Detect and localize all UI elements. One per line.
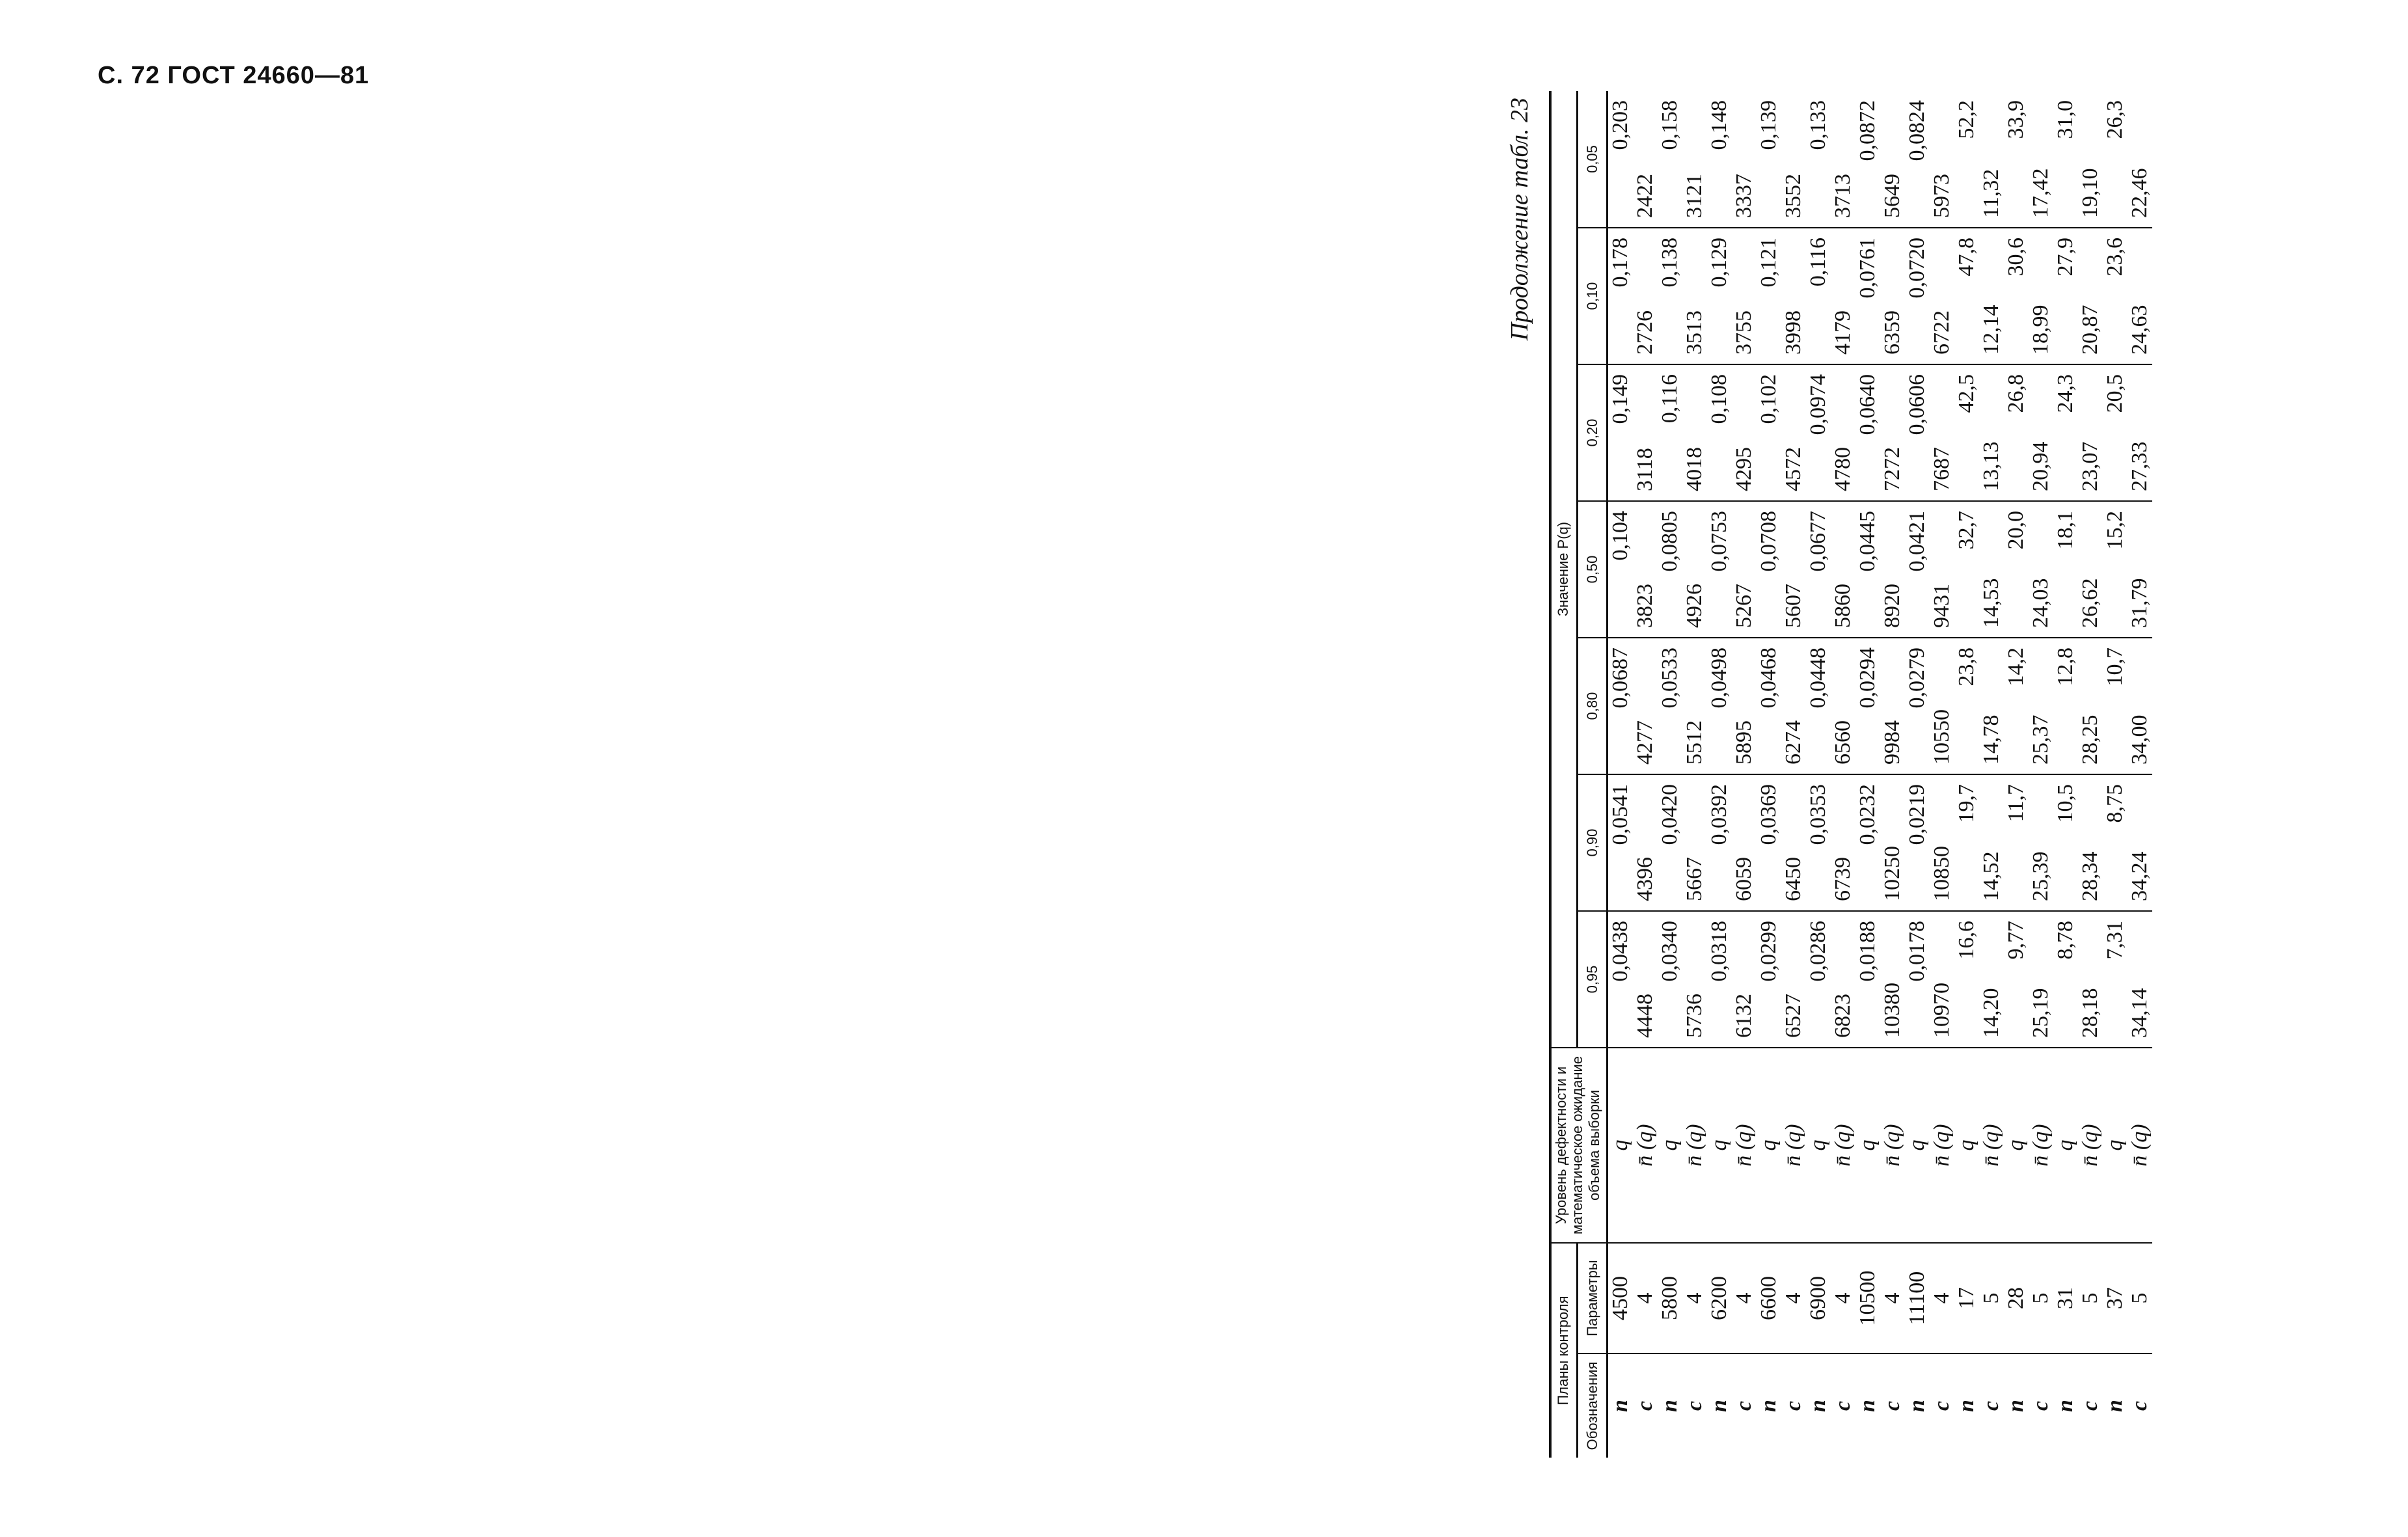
- table-row: [1732, 91, 1757, 1458]
- designation-cell: n: [1954, 1400, 1978, 1412]
- value-cell: 6560: [1831, 638, 1855, 774]
- value-cell: 0,0299: [1757, 911, 1781, 1048]
- designation-cell: n: [2053, 1400, 2077, 1412]
- designation-cell: n: [1855, 1400, 1880, 1412]
- col-value: Значение P(q): [1549, 91, 1578, 1048]
- parameter-cell: 11100: [1905, 1243, 1930, 1353]
- value-cell: 0,108: [1707, 364, 1732, 501]
- table-row: [2103, 91, 2128, 1458]
- value-cell: 6722: [1930, 228, 1954, 364]
- value-cell: 6059: [1732, 774, 1757, 911]
- value-cell: 14,78: [1979, 638, 2004, 774]
- value-cell: 10,5: [2053, 774, 2078, 911]
- table-row: [2029, 91, 2053, 1458]
- value-cell: 6823: [1831, 911, 1855, 1048]
- value-cell: 0,0468: [1757, 638, 1781, 774]
- parameter-cell: 5: [2078, 1243, 2103, 1353]
- designation-cell: n: [1805, 1400, 1830, 1412]
- level-cell: n̄ (q): [1880, 1048, 1905, 1243]
- level-cell: n̄ (q): [1979, 1048, 2004, 1243]
- value-cell: 0,0421: [1905, 501, 1930, 638]
- parameter-cell: 31: [2053, 1243, 2078, 1353]
- value-cell: 0,178: [1607, 228, 1633, 364]
- col-parameters: Параметры: [1578, 1243, 1608, 1353]
- value-cell: 31,0: [2053, 91, 2078, 228]
- value-cell: 23,6: [2103, 228, 2128, 364]
- value-cell: 2726: [1633, 228, 1658, 364]
- designation-cell: c: [1682, 1400, 1706, 1411]
- table-row: [1979, 91, 2004, 1458]
- value-cell: 3755: [1732, 228, 1757, 364]
- value-cell: 34,24: [2128, 774, 2152, 911]
- value-cell: 6527: [1781, 911, 1806, 1048]
- value-cell: 8920: [1880, 501, 1905, 638]
- value-cell: 28,18: [2078, 911, 2103, 1048]
- value-cell: 34,00: [2128, 638, 2152, 774]
- value-cell: 6132: [1732, 911, 1757, 1048]
- value-cell: 4179: [1831, 228, 1855, 364]
- table-body: [1607, 91, 2152, 1458]
- value-cell: 19,10: [2078, 91, 2103, 228]
- value-cell: 0,0188: [1855, 911, 1880, 1048]
- value-cell: 16,6: [1954, 911, 1979, 1048]
- value-cell: 11,32: [1979, 91, 2004, 228]
- value-cell: 14,52: [1979, 774, 2004, 911]
- value-cell: 9,77: [2004, 911, 2029, 1048]
- parameter-cell: 4: [1781, 1243, 1806, 1353]
- value-cell: 32,7: [1954, 501, 1979, 638]
- value-cell: 0,138: [1658, 228, 1682, 364]
- col-p-5: 0,10: [1578, 228, 1608, 364]
- value-cell: 0,0392: [1707, 774, 1732, 911]
- value-cell: 0,0720: [1905, 228, 1930, 364]
- value-cell: 27,9: [2053, 228, 2078, 364]
- value-cell: 3713: [1831, 91, 1855, 228]
- value-cell: 0,0286: [1806, 911, 1831, 1048]
- value-cell: 0,116: [1658, 364, 1682, 501]
- table-row: [2004, 91, 2029, 1458]
- level-cell: q: [1707, 1048, 1732, 1243]
- parameter-cell: 37: [2103, 1243, 2128, 1353]
- level-cell: n̄ (q): [1732, 1048, 1757, 1243]
- value-cell: 0,0438: [1607, 911, 1633, 1048]
- table-row: [1633, 91, 1658, 1458]
- value-cell: 23,07: [2078, 364, 2103, 501]
- value-cell: 13,13: [1979, 364, 2004, 501]
- table-row: [2128, 91, 2152, 1458]
- value-cell: 0,0761: [1855, 228, 1880, 364]
- value-cell: 5973: [1930, 91, 1954, 228]
- value-cell: 20,94: [2029, 364, 2053, 501]
- data-table: [1549, 91, 2152, 1458]
- value-cell: 10380: [1880, 911, 1905, 1048]
- value-cell: 11,7: [2004, 774, 2029, 911]
- parameter-cell: 5: [2029, 1243, 2053, 1353]
- parameter-cell: 10500: [1855, 1243, 1880, 1353]
- value-cell: 0,158: [1658, 91, 1682, 228]
- level-cell: n̄ (q): [1682, 1048, 1707, 1243]
- designation-cell: n: [2003, 1400, 2028, 1412]
- value-cell: 6274: [1781, 638, 1806, 774]
- table-row: [1707, 91, 1732, 1458]
- value-cell: 0,0219: [1905, 774, 1930, 911]
- value-cell: 0,102: [1757, 364, 1781, 501]
- value-cell: 0,0232: [1855, 774, 1880, 911]
- level-cell: n̄ (q): [2128, 1048, 2152, 1243]
- level-cell: n̄ (q): [2078, 1048, 2103, 1243]
- designation-cell: c: [1781, 1400, 1805, 1411]
- value-cell: 22,46: [2128, 91, 2152, 228]
- parameter-cell: 5: [1979, 1243, 2004, 1353]
- value-cell: 31,79: [2128, 501, 2152, 638]
- page-header: С. 72 ГОСТ 24660—81: [98, 62, 370, 89]
- value-cell: 0,0974: [1806, 364, 1831, 501]
- level-cell: q: [2053, 1048, 2078, 1243]
- value-cell: 9984: [1880, 638, 1905, 774]
- table-row: [1682, 91, 1707, 1458]
- col-designation: Обозначения: [1578, 1353, 1608, 1458]
- value-cell: 4396: [1633, 774, 1658, 911]
- value-cell: 20,87: [2078, 228, 2103, 364]
- col-p-1: 0,90: [1578, 774, 1608, 911]
- value-cell: 0,0445: [1855, 501, 1880, 638]
- value-cell: 4448: [1633, 911, 1658, 1048]
- value-cell: 0,0824: [1905, 91, 1930, 228]
- col-p-0: 0,95: [1578, 911, 1608, 1048]
- value-cell: 3823: [1633, 501, 1658, 638]
- parameter-cell: 4: [1930, 1243, 1954, 1353]
- parameter-cell: 6600: [1757, 1243, 1781, 1353]
- parameter-cell: 4: [1633, 1243, 1658, 1353]
- col-plans: Планы контроля: [1549, 1243, 1578, 1458]
- value-cell: 5860: [1831, 501, 1855, 638]
- designation-cell: c: [1830, 1400, 1855, 1411]
- designation-cell: c: [1880, 1400, 1904, 1411]
- value-cell: 3118: [1633, 364, 1658, 501]
- value-cell: 0,203: [1607, 91, 1633, 228]
- value-cell: 5607: [1781, 501, 1806, 638]
- value-cell: 12,14: [1979, 228, 2004, 364]
- table-row: [1880, 91, 1905, 1458]
- value-cell: 0,139: [1757, 91, 1781, 228]
- value-cell: 25,37: [2029, 638, 2053, 774]
- parameter-cell: 6200: [1707, 1243, 1732, 1353]
- value-cell: 0,0353: [1806, 774, 1831, 911]
- value-cell: 20,0: [2004, 501, 2029, 638]
- value-cell: 0,148: [1707, 91, 1732, 228]
- value-cell: 17,42: [2029, 91, 2053, 228]
- value-cell: 0,104: [1607, 501, 1633, 638]
- value-cell: 3513: [1682, 228, 1707, 364]
- value-cell: 8,78: [2053, 911, 2078, 1048]
- level-cell: q: [1757, 1048, 1781, 1243]
- value-cell: 0,0498: [1707, 638, 1732, 774]
- table-row: [1757, 91, 1781, 1458]
- value-cell: 12,8: [2053, 638, 2078, 774]
- value-cell: 26,8: [2004, 364, 2029, 501]
- level-cell: n̄ (q): [1781, 1048, 1806, 1243]
- value-cell: 7272: [1880, 364, 1905, 501]
- value-cell: 4018: [1682, 364, 1707, 501]
- value-cell: 5895: [1732, 638, 1757, 774]
- table-caption: Продолжение табл. 23: [1506, 98, 1533, 341]
- value-cell: 10550: [1930, 638, 1954, 774]
- value-cell: 30,6: [2004, 228, 2029, 364]
- parameter-cell: 5: [2128, 1243, 2152, 1353]
- value-cell: 3337: [1732, 91, 1757, 228]
- parameter-cell: 5800: [1658, 1243, 1682, 1353]
- designation-cell: c: [2127, 1400, 2152, 1411]
- value-cell: 24,63: [2128, 228, 2152, 364]
- level-cell: q: [2103, 1048, 2128, 1243]
- value-cell: 9431: [1930, 501, 1954, 638]
- value-cell: 5649: [1880, 91, 1905, 228]
- value-cell: 10850: [1930, 774, 1954, 911]
- col-level: Уровень дефектности и математическое ожидание объема выборки: [1549, 1048, 1607, 1243]
- value-cell: 14,2: [2004, 638, 2029, 774]
- table-row: [1806, 91, 1831, 1458]
- col-p-2: 0,80: [1578, 638, 1608, 774]
- designation-cell: c: [1929, 1400, 1954, 1411]
- designation-cell: c: [1731, 1400, 1756, 1411]
- table-row: [1930, 91, 1954, 1458]
- value-cell: 10,7: [2103, 638, 2128, 774]
- value-cell: 6450: [1781, 774, 1806, 911]
- table-row: [1607, 91, 1633, 1458]
- table-row: [1905, 91, 1930, 1458]
- designation-cell: n: [1608, 1400, 1632, 1412]
- value-cell: 0,0369: [1757, 774, 1781, 911]
- value-cell: 0,0805: [1658, 501, 1682, 638]
- parameter-cell: 4: [1880, 1243, 1905, 1353]
- table-row: [2053, 91, 2078, 1458]
- value-cell: 14,20: [1979, 911, 2004, 1048]
- parameter-cell: 28: [2004, 1243, 2029, 1353]
- value-cell: 25,39: [2029, 774, 2053, 911]
- level-cell: q: [2004, 1048, 2029, 1243]
- value-cell: 3998: [1781, 228, 1806, 364]
- col-p-6: 0,05: [1578, 91, 1608, 228]
- value-cell: 27,33: [2128, 364, 2152, 501]
- value-cell: 26,3: [2103, 91, 2128, 228]
- rotated-table-block: [1497, 91, 2408, 1458]
- value-cell: 6359: [1880, 228, 1905, 364]
- value-cell: 4780: [1831, 364, 1855, 501]
- value-cell: 26,62: [2078, 501, 2103, 638]
- level-cell: q: [1607, 1048, 1633, 1243]
- value-cell: 24,3: [2053, 364, 2078, 501]
- value-cell: 15,2: [2103, 501, 2128, 638]
- value-cell: 0,0318: [1707, 911, 1732, 1048]
- value-cell: 0,0448: [1806, 638, 1831, 774]
- value-cell: 3121: [1682, 91, 1707, 228]
- value-cell: 8,75: [2103, 774, 2128, 911]
- value-cell: 3552: [1781, 91, 1806, 228]
- parameter-cell: 4: [1831, 1243, 1855, 1353]
- value-cell: 4572: [1781, 364, 1806, 501]
- designation-cell: n: [2102, 1400, 2127, 1412]
- value-cell: 0,0541: [1607, 774, 1633, 911]
- value-cell: 0,0533: [1658, 638, 1682, 774]
- value-cell: 25,19: [2029, 911, 2053, 1048]
- col-p-3: 0,50: [1578, 501, 1608, 638]
- level-cell: n̄ (q): [1831, 1048, 1855, 1243]
- designation-cell: n: [1756, 1400, 1781, 1412]
- value-cell: 0,0340: [1658, 911, 1682, 1048]
- value-cell: 4295: [1732, 364, 1757, 501]
- value-cell: 0,0420: [1658, 774, 1682, 911]
- level-cell: n̄ (q): [1930, 1048, 1954, 1243]
- value-cell: 5512: [1682, 638, 1707, 774]
- value-cell: 24,03: [2029, 501, 2053, 638]
- value-cell: 0,0677: [1806, 501, 1831, 638]
- value-cell: 18,99: [2029, 228, 2053, 364]
- value-cell: 0,133: [1806, 91, 1831, 228]
- value-cell: 7,31: [2103, 911, 2128, 1048]
- value-cell: 42,5: [1954, 364, 1979, 501]
- value-cell: 0,0279: [1905, 638, 1930, 774]
- value-cell: 0,121: [1757, 228, 1781, 364]
- value-cell: 47,8: [1954, 228, 1979, 364]
- value-cell: 33,9: [2004, 91, 2029, 228]
- value-cell: 14,53: [1979, 501, 2004, 638]
- value-cell: 52,2: [1954, 91, 1979, 228]
- table-row: [2078, 91, 2103, 1458]
- value-cell: 0,129: [1707, 228, 1732, 364]
- value-cell: 2422: [1633, 91, 1658, 228]
- value-cell: 18,1: [2053, 501, 2078, 638]
- level-cell: q: [1954, 1048, 1979, 1243]
- designation-cell: c: [2077, 1400, 2102, 1411]
- value-cell: 4926: [1682, 501, 1707, 638]
- table-row: [1831, 91, 1855, 1458]
- value-cell: 23,8: [1954, 638, 1979, 774]
- parameter-cell: 6900: [1806, 1243, 1831, 1353]
- value-cell: 10970: [1930, 911, 1954, 1048]
- value-cell: 0,0294: [1855, 638, 1880, 774]
- value-cell: 0,116: [1806, 228, 1831, 364]
- table-row: [1855, 91, 1880, 1458]
- value-cell: 28,25: [2078, 638, 2103, 774]
- parameter-cell: 17: [1954, 1243, 1979, 1353]
- level-cell: q: [1806, 1048, 1831, 1243]
- level-cell: q: [1855, 1048, 1880, 1243]
- table-row: [1781, 91, 1806, 1458]
- level-cell: n̄ (q): [2029, 1048, 2053, 1243]
- value-cell: 0,0640: [1855, 364, 1880, 501]
- value-cell: 0,0872: [1855, 91, 1880, 228]
- designation-cell: n: [1706, 1400, 1731, 1412]
- value-cell: 0,0178: [1905, 911, 1930, 1048]
- value-cell: 10250: [1880, 774, 1905, 911]
- level-cell: n̄ (q): [1633, 1048, 1658, 1243]
- value-cell: 28,34: [2078, 774, 2103, 911]
- parameter-cell: 4: [1732, 1243, 1757, 1353]
- level-cell: q: [1905, 1048, 1930, 1243]
- value-cell: 0,0753: [1707, 501, 1732, 638]
- value-cell: 5267: [1732, 501, 1757, 638]
- col-p-4: 0,20: [1578, 364, 1608, 501]
- designation-cell: n: [1657, 1400, 1682, 1412]
- value-cell: 5667: [1682, 774, 1707, 911]
- value-cell: 20,5: [2103, 364, 2128, 501]
- value-cell: 0,149: [1607, 364, 1633, 501]
- value-cell: 6739: [1831, 774, 1855, 911]
- table-row: [1954, 91, 1979, 1458]
- designation-cell: c: [1632, 1400, 1657, 1411]
- designation-cell: c: [1978, 1400, 2003, 1411]
- value-cell: 5736: [1682, 911, 1707, 1048]
- value-cell: 19,7: [1954, 774, 1979, 911]
- value-cell: 4277: [1633, 638, 1658, 774]
- level-cell: q: [1658, 1048, 1682, 1243]
- value-cell: 0,0687: [1607, 638, 1633, 774]
- designation-cell: n: [1904, 1400, 1929, 1412]
- parameter-cell: 4: [1682, 1243, 1707, 1353]
- parameter-cell: 4500: [1607, 1243, 1633, 1353]
- value-cell: 0,0606: [1905, 364, 1930, 501]
- value-cell: 0,0708: [1757, 501, 1781, 638]
- designation-cell: c: [2028, 1400, 2053, 1411]
- table-row: [1658, 91, 1682, 1458]
- value-cell: 34,14: [2128, 911, 2152, 1048]
- value-cell: 7687: [1930, 364, 1954, 501]
